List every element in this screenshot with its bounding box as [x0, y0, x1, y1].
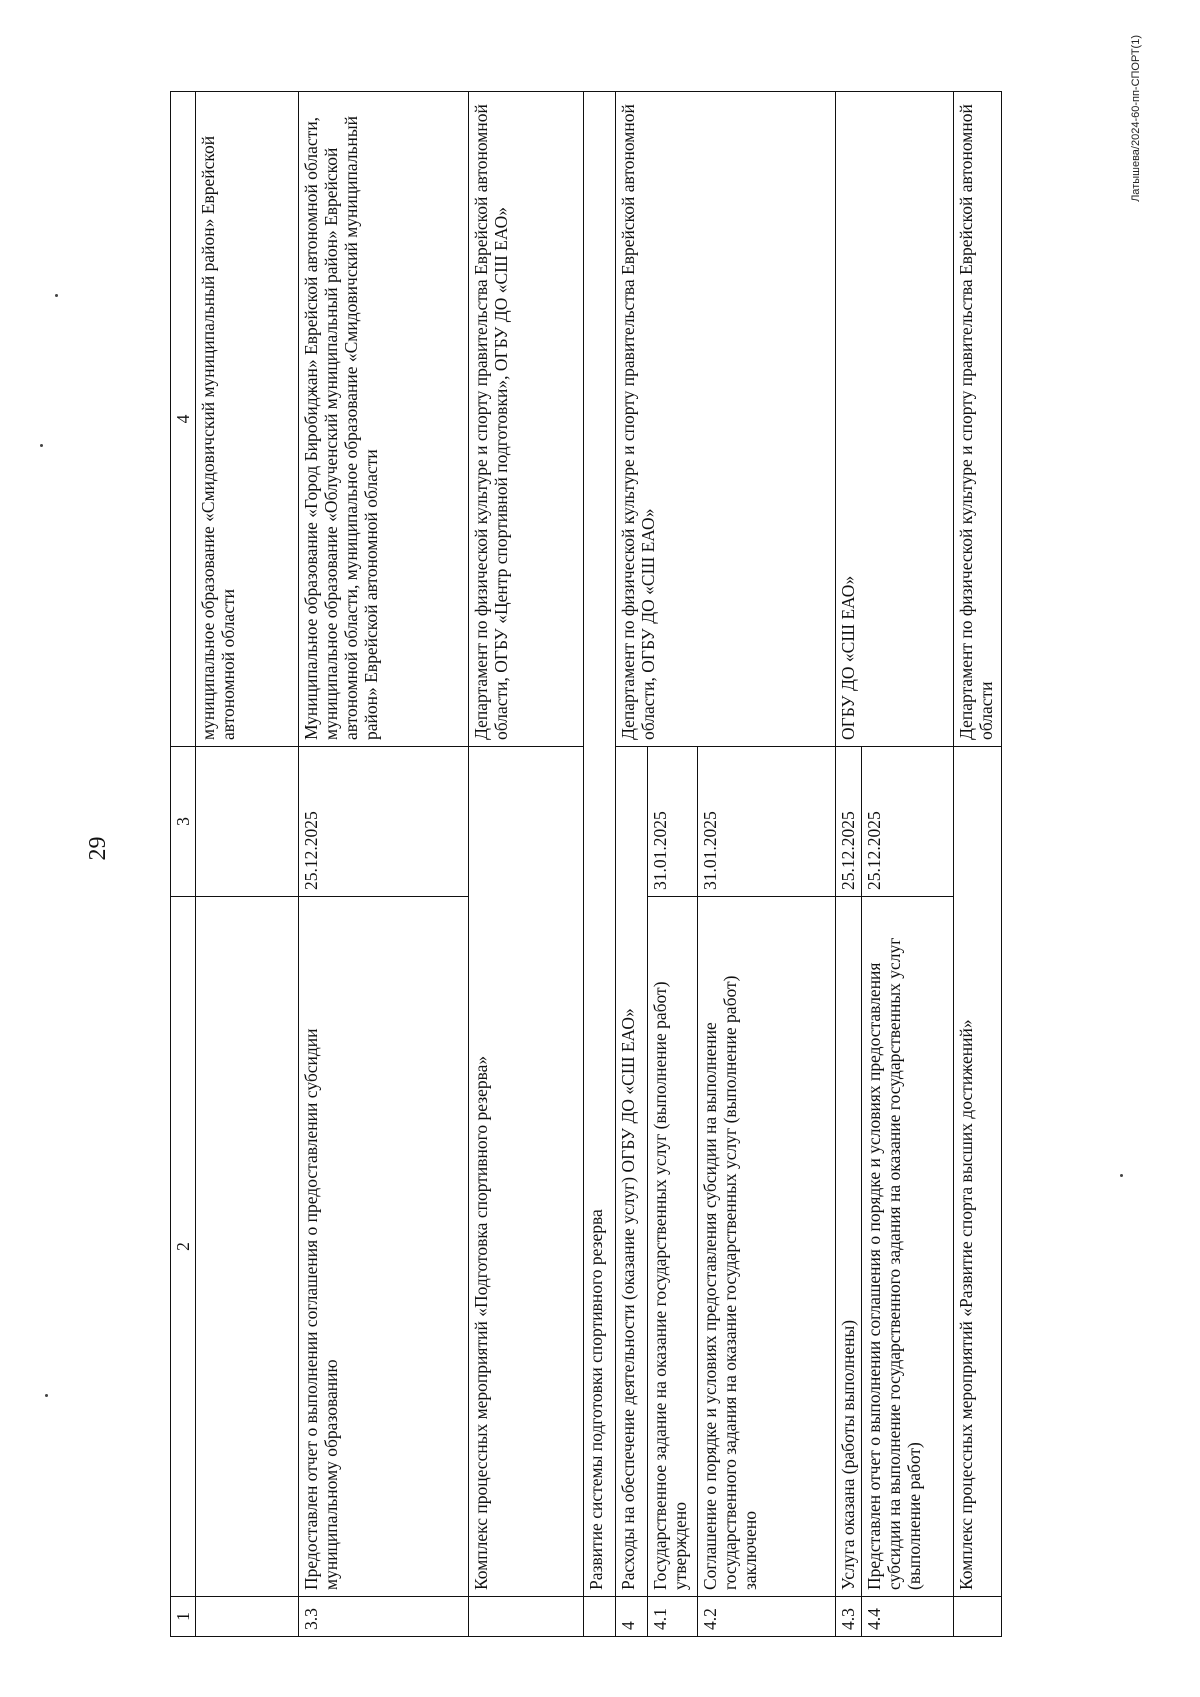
row-responsible: Муниципальное образование «Город Биробиджан» Еврейской автономной области, муниципальное образование «Облученский муниципальный район» Еврейской автономной области, муниципальное образование «Смидовичский муниципальный район» Еврейской автономной области [299, 92, 469, 747]
row-responsible: Департамент по физической культуре и спорту правительства Еврейской автономной области, ОГБУ «Центр спортивной подготовки», ОГБУ ДО «СШ ЕАО» [469, 92, 584, 747]
row-responsible: Департамент по физической культуре и спорту правительства Еврейской автономной области [954, 92, 1002, 747]
row-deadline: 25.12.2025 [862, 747, 954, 897]
table-row [469, 92, 584, 1637]
row-number: 4.2 [698, 1597, 836, 1637]
row-deadline: 25.12.2025 [836, 747, 862, 897]
document-code: Латышева/2024-60-пп-СПОРТ(1) [1130, 35, 1142, 202]
table-row [584, 92, 616, 1637]
row-responsible: Департамент по физической культуре и спорту правительства Еврейской автономной области, ОГБУ ДО «СШ ЕАО» [616, 92, 836, 747]
row-number: 3.3 [299, 1597, 469, 1637]
table-row [616, 92, 648, 1637]
row-description: Государственное задание на оказание государственных услуг (выполнение работ) утверждено [648, 897, 698, 1597]
row-number: 4.1 [648, 1597, 698, 1637]
row-number: 4 [616, 1597, 648, 1637]
row-deadline: 31.01.2025 [698, 747, 836, 897]
scan-speck [40, 444, 43, 447]
row-responsible: ОГБУ ДО «СШ ЕАО» [836, 92, 954, 747]
row-deadline: 31.01.2025 [648, 747, 698, 897]
header-row [171, 92, 196, 1637]
row-description: Соглашение о порядке и условиях предоставления субсидии на выполнение государственного задания на оказание государственных услуг (выполнение работ) заключено [698, 897, 836, 1597]
table-row [954, 92, 1002, 1637]
header-col-4: 4 [171, 92, 196, 747]
row-number [469, 1597, 584, 1637]
row-responsible: муниципальное образование «Смидовичский муниципальный район» Еврейской автономной области [196, 92, 299, 747]
page-number: 29 [85, 836, 111, 861]
header-col-1: 1 [171, 1597, 196, 1637]
row-number [584, 1597, 616, 1637]
scan-speck [1120, 1174, 1123, 1177]
header-col-3: 3 [171, 747, 196, 897]
row-description: Комплекс процессных мероприятий «Развитие спорта высших достижений» [954, 747, 1002, 1597]
scan-speck [55, 294, 58, 297]
table-row [836, 92, 862, 1637]
row-description [196, 897, 299, 1597]
activities-table [170, 91, 1002, 1637]
row-description: Развитие системы подготовки спортивного резерва [584, 92, 616, 1597]
row-deadline [196, 747, 299, 897]
row-description: Расходы на обеспечение деятельности (оказание услуг) ОГБУ ДО «СШ ЕАО» [616, 747, 648, 1597]
row-number [196, 1597, 299, 1637]
row-description: Комплекс процессных мероприятий «Подготовка спортивного резерва» [469, 747, 584, 1597]
table-row [196, 92, 299, 1637]
table-row [299, 92, 469, 1637]
row-number: 4.4 [862, 1597, 954, 1637]
header-col-2: 2 [171, 897, 196, 1597]
scan-speck [45, 1394, 48, 1397]
row-description: Предоставлен отчет о выполнении соглашения о предоставлении субсидии муниципальному образованию [299, 897, 469, 1597]
row-number: 4.3 [836, 1597, 862, 1637]
row-number [954, 1597, 1002, 1637]
row-description: Представлен отчет о выполнении соглашения о порядке и условиях предоставления субсидии на выполнение государственного задания на оказание государственных услуг (выполнение работ) [862, 897, 954, 1597]
row-deadline: 25.12.2025 [299, 747, 469, 897]
row-description: Услуга оказана (работы выполнены) [836, 897, 862, 1597]
